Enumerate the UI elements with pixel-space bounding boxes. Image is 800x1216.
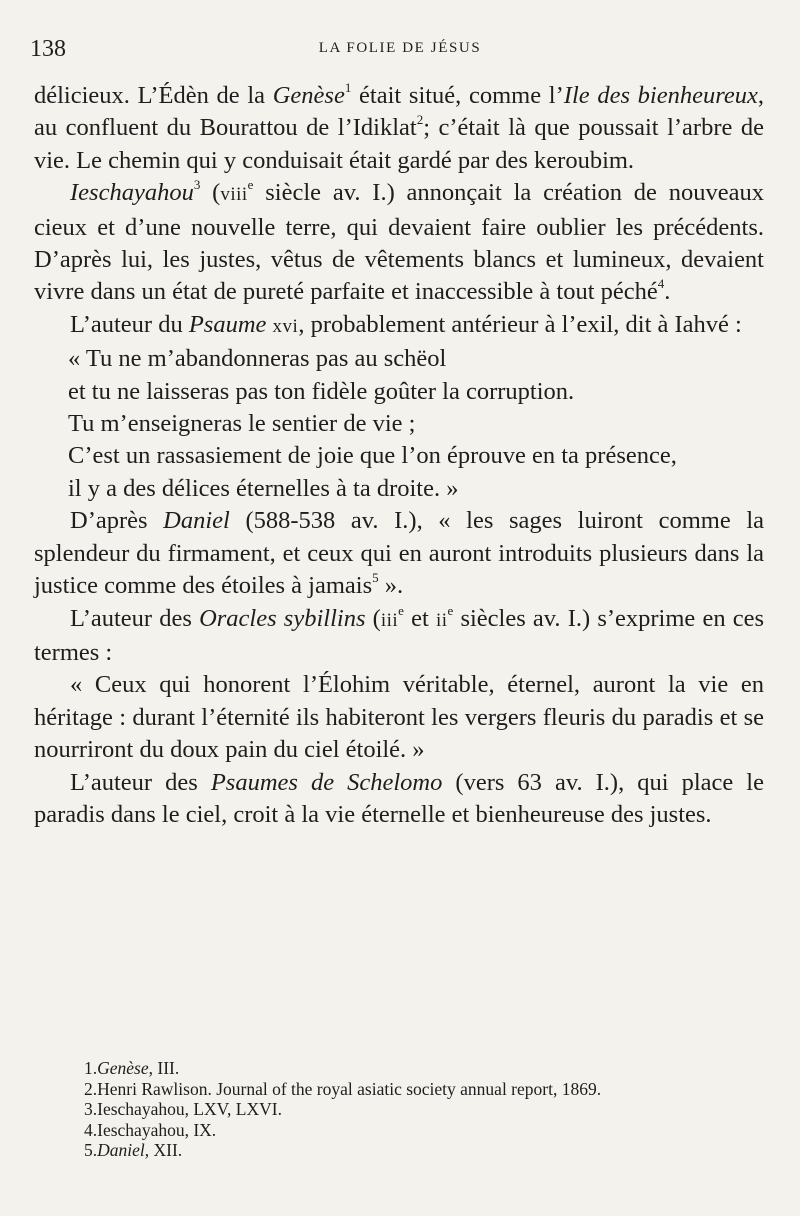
- footnote: 2.Henri Rawlison. Journal of the royal asiatic society annual report, 1869.: [84, 1078, 602, 1099]
- verse-line-1: « Tu ne m’abandonneras pas au schëol: [68, 345, 447, 373]
- verse-line-5: il y a des délices éternelles à ta droite. »: [68, 474, 459, 502]
- paragraph-ieschayahou: Ieschayahou$^3$ (viii$^e$ siècle av. I.) annonçait la création de nouveaux cieux et d’une nouvelle terre, qui devaient faire oublier les précédents. D’après lui, les justes, vêtus de vêtements blancs et lumineux, devaient vivre dans un état de pureté parfaite et inaccessible à tout péché$^4$.: [34, 177, 764, 306]
- running-title: LA FOLIE DE JÉSUS: [318, 40, 482, 56]
- verse-line-3: Tu m’enseigneras le sentier de vie ;: [68, 410, 416, 438]
- footnotes: [40, 1058, 770, 1161]
- ieschayahou-name: Ieschayahou: [70, 179, 194, 207]
- page-header: [0, 36, 800, 64]
- footnote-ref-3: 3: [193, 177, 201, 193]
- oracles-title: Oracles sybillins: [199, 604, 366, 632]
- footnote: 5.Daniel, XII.: [84, 1140, 183, 1160]
- body-text: [34, 80, 764, 831]
- footnote-ref-2: 2: [416, 112, 424, 128]
- genesis-title: Genèse: [272, 82, 345, 109]
- paragraph-psaume: L’auteur du Psaume xvi, probablement antérieur à l’exil, dit à Iahvé :: [70, 310, 742, 338]
- paragraph-daniel: D’après Daniel (588-538 av. I.), « les sages luiront comme la splendeur du firmament, et ceux qui en auront introduits plusieurs dans la justice comme des étoiles à jamais$^5$ ».: [34, 507, 764, 600]
- psaume-title: Psaume: [188, 310, 267, 338]
- ile-des-bienheureux: Ile des bienheureux: [563, 82, 758, 109]
- paragraph-oracles: L’auteur des Oracles sybillins (iii$^e$ et $ii^e$ siècles av. I.) s’exprime en ces termes :: [34, 602, 765, 666]
- footnote-ref-5: 5: [372, 570, 379, 586]
- footnote: 3.Ieschayahou, LXV, LXVI.: [84, 1099, 282, 1119]
- page-number: 138: [30, 36, 66, 62]
- paragraph-oracles-quote: « Ceux qui honorent l’Élohim véritable, éternel, auront la vie en héritage : durant l’éternité ils habiteront les vergers fleuris du paradis et se nourriront du doux pain du ciel étoilé. »: [34, 671, 764, 764]
- verse-line-4: C’est un rassasiement de joie que l’on éprouve en ta présence,: [68, 442, 677, 470]
- footnote-ref-4: 4: [657, 276, 665, 292]
- daniel-title: Daniel: [163, 507, 230, 535]
- footnote-ref-1: 1: [344, 80, 352, 95]
- paragraph-eden: délicieux. L’Édèn de la Genèse$^1$ était situé, comme l’Ile des bienheureux, au confluent du Bourattou de l’Idiklat$^2$; c’était là que poussait l’arbre de vie. Le chemin qui y conduisait était gardé par des keroubim.: [34, 80, 764, 174]
- footnote: 4.Ieschayahou, IX.: [84, 1119, 217, 1140]
- schelomo-title: Psaumes de Schelomo: [210, 768, 443, 796]
- verse-line-2: et tu ne laisseras pas ton fidèle goûter la corruption.: [68, 377, 575, 405]
- footnote: 1.Genèse, III.: [84, 1058, 180, 1078]
- paragraph-schelomo: L’auteur des Psaumes de Schelomo (vers 63 av. I.), qui place le paradis dans le ciel, croit à la vie éternelle et bienheureuse des justes.: [34, 768, 764, 828]
